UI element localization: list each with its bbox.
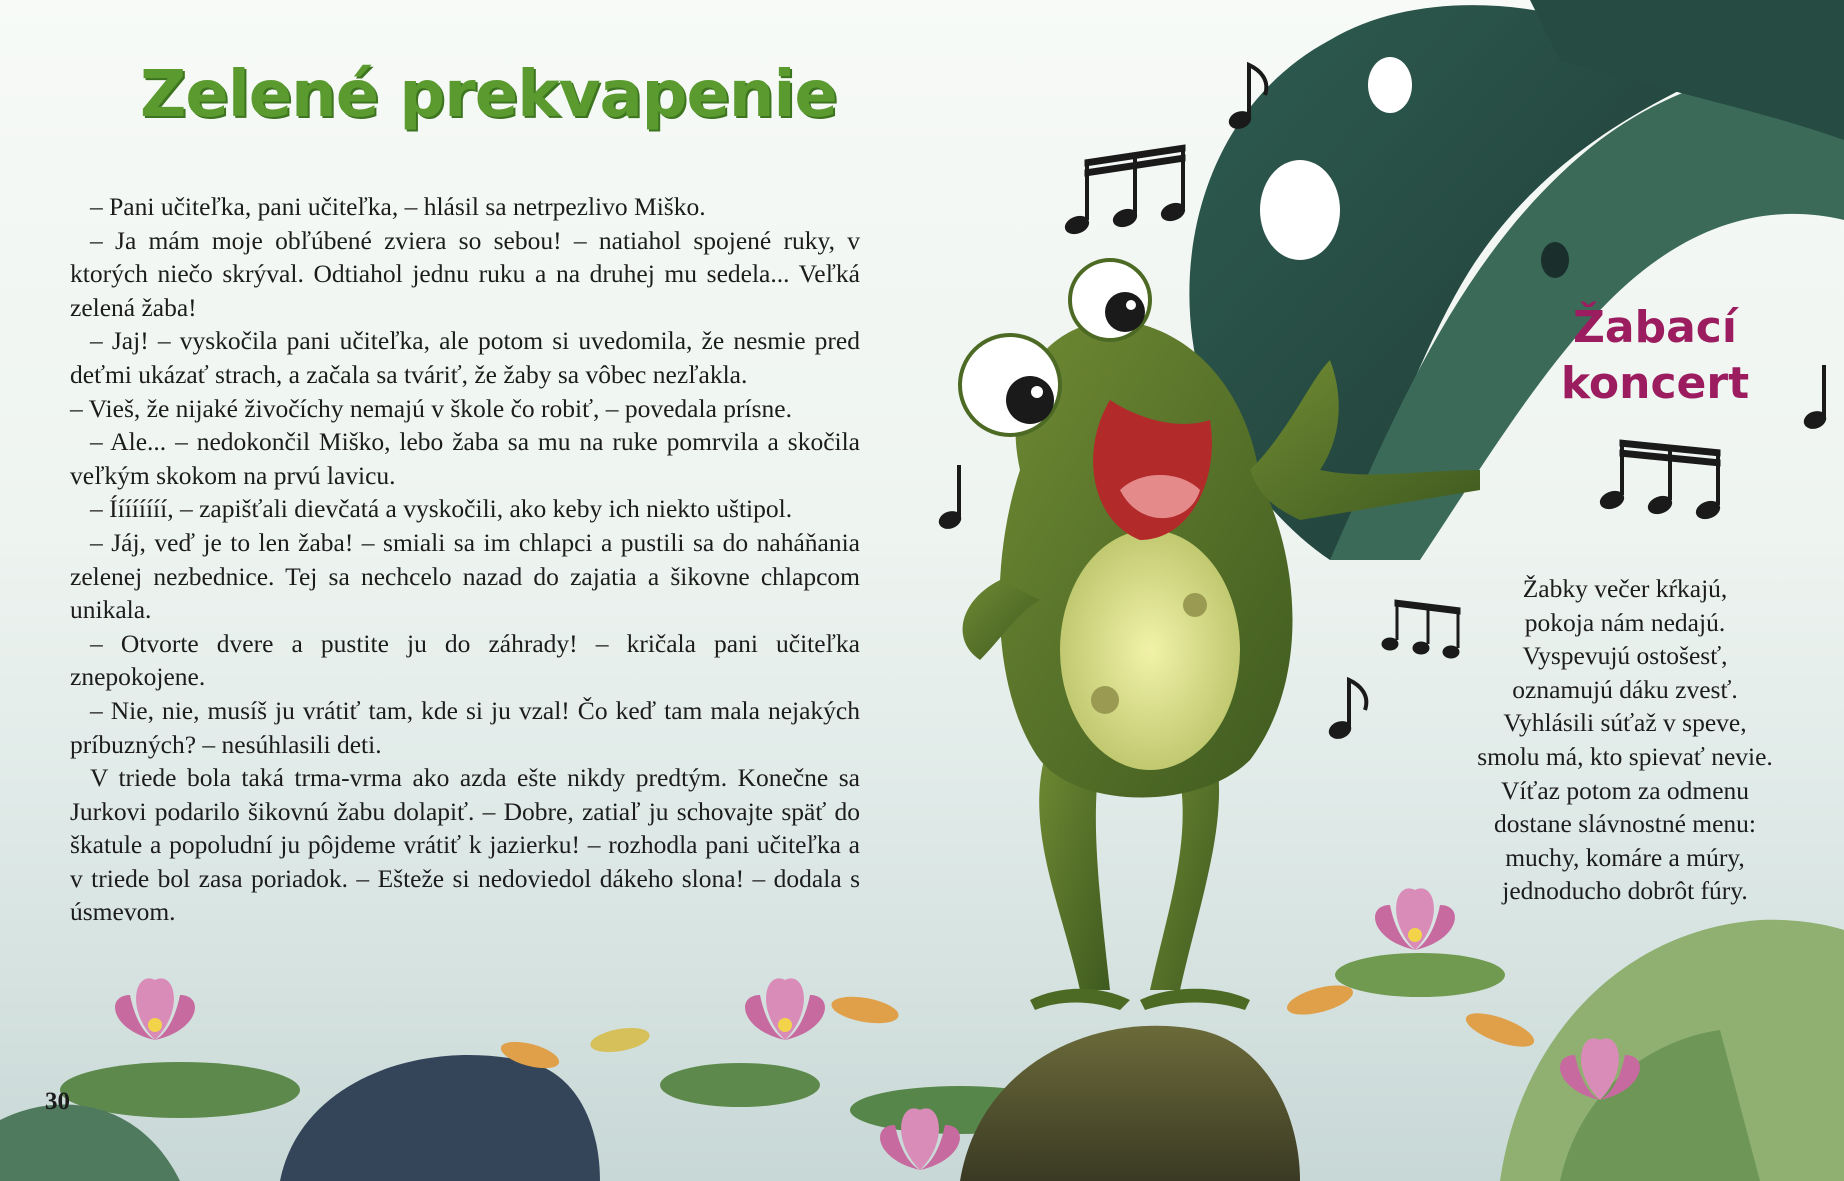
story-paragraph: – Jaj! – vyskočila pani učiteľka, ale potom si uvedomila, že nesmie pred deťmi ukázať strach, a začala sa tváriť, že žaby sa vôbec nezľakla. [70,326,860,389]
story-paragraph: – Íííííííí, – zapišťali dievčatá a vyskočili, ako keby ich niekto uštipol. [90,494,793,524]
story-paragraph: – Jáj, veď je to len žaba! – smiali sa im chlapci a pustili sa do naháňania zelenej nezbednice. Tej sa nechcelo nazad do zajatia a šikovne chlapcom unikala. [70,527,860,625]
page-title: Zelené prekvapenie [140,58,837,132]
poem-line: muchy, komáre a múry, [1505,842,1745,872]
story-text [70,190,860,929]
poem-line: Žabky večer kŕkajú, [1522,574,1728,603]
page-number: 30 [45,1088,70,1115]
poem-title-line: koncert [1560,358,1750,409]
poem-line: oznamujú dáku zvesť. [1512,674,1738,704]
story-paragraph: – Ale... – nedokončil Miško, lebo žaba sa mu na ruke pomrvila a skočila veľkým skokom na prvú lavicu. [70,427,860,490]
poem-line: jednoducho dobrôt fúry. [1502,876,1748,906]
story-paragraph: – Vieš, že nijaké živočíchy nemajú v škole čo robiť, – povedala prísne. [70,393,792,423]
poem-line: Vyhlásili súťaž v speve, [1503,708,1747,738]
poem [1445,572,1805,908]
poem-line: Víťaz potom za odmenu [1500,775,1750,805]
story-paragraph: – Ja mám moje obľúbené zviera so sebou! – natiahol spojené ruky, v ktorých niečo skrýval. Odtiahol jednu ruku a na druhej mu sedela... Veľká zelená žaba! [70,225,860,322]
poem-line: Vyspevujú ostošesť, [1522,641,1728,671]
poem-title-line: Žabací [1573,302,1737,353]
poem-line: pokoja nám nedajú. [1524,607,1726,637]
story-paragraph: – Nie, nie, musíš ju vrátiť tam, kde si ju vzal! Čo keď tam mala nejakých príbuzných? – nesúhlasili deti. [70,695,860,759]
story-paragraph: – Otvorte dvere a pustite ju do záhrady! – kričala pani učiteľka znepokojene. [70,628,860,692]
story-paragraph: – Pani učiteľka, pani učiteľka, – hlásil sa netrpezlivo Miško. [90,192,706,221]
story-paragraph: V triede bola taká trma-vrma ako azda ešte nikdy predtým. Konečne sa Jurkovi podarilo šikovnú žabu dolapiť. – Dobre, zatiaľ ju schovajte späť do škatule a popoludní ju pôjdeme vrátiť k jazierku! – rozhodla pani učiteľka a v triede bol zasa poriadok. – Ešteže si nedoviedol dákeho slona! – dodala s úsmevom. [70,763,860,927]
poem-title [1535,300,1775,412]
poem-line: smolu má, kto spievať nevie. [1477,741,1773,771]
poem-line: dostane slávnostné menu: [1493,809,1757,839]
